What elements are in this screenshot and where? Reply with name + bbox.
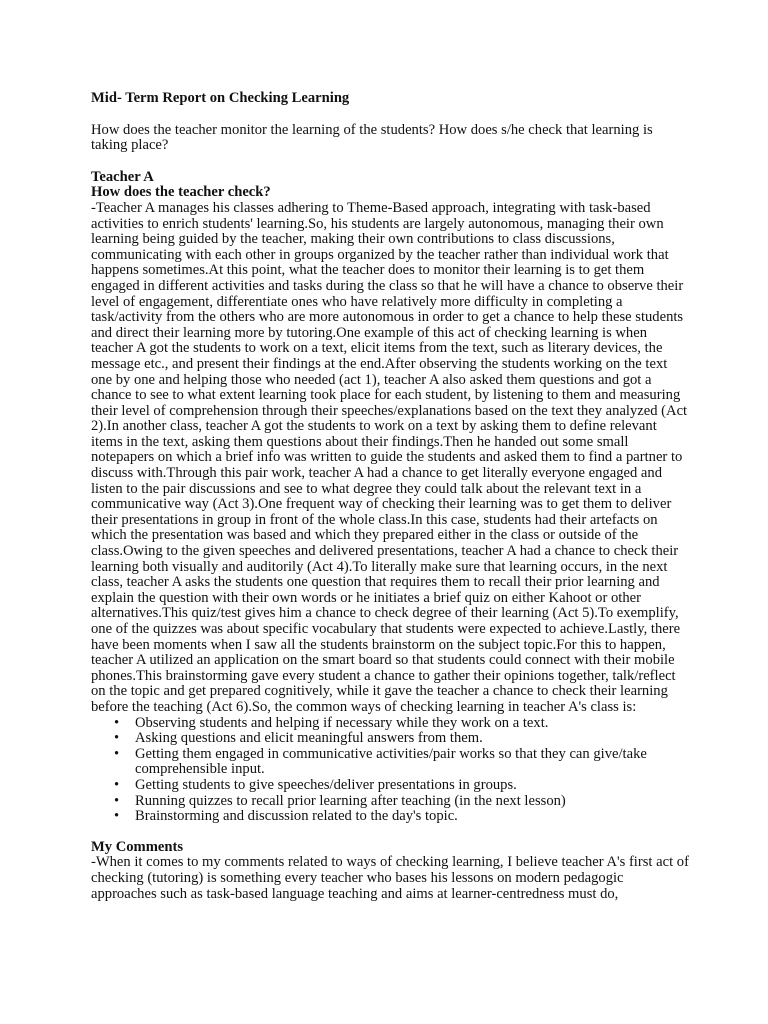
list-item-text: Brainstorming and discussion related to the day's topic.	[135, 808, 458, 825]
list-item-text: Running quizzes to recall prior learning after teaching (in the next lesson)	[135, 792, 566, 809]
list-item	[91, 747, 691, 778]
bullet-icon: •	[114, 745, 120, 762]
document-page	[91, 91, 691, 902]
bullet-icon: •	[114, 730, 120, 747]
list-item-text: Getting them engaged in communicative activities/pair works so that they can give/take comprehensible input.	[135, 745, 647, 778]
teacher-a-subheading: How does the teacher check?	[91, 184, 271, 201]
list-item	[91, 778, 691, 794]
list-item	[91, 731, 691, 747]
checking-methods-list	[91, 716, 691, 825]
document-title: Mid- Term Report on Checking Learning	[91, 90, 350, 106]
teacher-a-body: -Teacher A manages his classes adhering to Theme-Based approach, integrating with task-based activities to enrich students' learning.So, his students are largely autonomous, managing their own learning being guided by the teacher, making their own contributions to class discussions, communicating with each other in groups organized by the teacher rather than individual work that happens sometimes.At this point, what the teacher does to monitor their learning is to get them engaged in different activities and tasks during the class so that he will have a chance to observe their level of engagement, differentiate ones who have relatively more difficulty in completing a task/activity from the others who are more autonomous in order to get a chance to help these students and direct their learning more by tutoring.One example of this act of checking learning is when teacher A got the students to work on a text, elicit items from the text, such as literary devices, the message etc., and present their findings at the end.After observing the students working on the text one by one and helping those who needed (act 1), teacher A also asked them questions and got a chance to see to what extent learning took place for each student, by listening to them and measuring their level of comprehension through their speeches/explanations based on the text they analyzed (Act 2).In another class, teacher A got the students to work on a text by asking them to define relevant items in the text, asking them questions about their findings.Then he handed out some small notepapers on which a brief info was written to guide the students and asked them to find a partner to discuss with.Through this pair work, teacher A had a chance to get literally everyone engaged and listen to the pair discussions and see to what degree they could talk about the relevant text in a communicative way (Act 3).One frequent way of checking their learning was to get them to deliver their presentations in group in front of the whole class.In this case, students had their artefacts on which the presentation was based and which they prepared either in the class or outside of the class.Owing to the given speeches and delivered presentations, teacher A had a chance to check their learning both visually and auditorily (Act 4).To literally make sure that learning occurs, in the next class, teacher A asks the students one question that requires them to recall their prior learning and explain the question with their own words or he initiates a brief quiz on either Kahoot or other alternatives.This quiz/test gives him a chance to check degree of their learning (Act 5).To exemplify, one of the quizzes was about specific vocabulary that students were expected to achieve.Lastly, there have been moments when I saw all the students brainstorm on the subject topic.For this to happen, teacher A utilized an application on the smart board so that students could connect with their mobile phones.This brainstorming gave every student a chance to gather their opinions together, talk/reflect on the topic and get prepared cognitively, while it gave the teacher a chance to check their learning before the teaching (Act 6).So, the common ways of checking learning in teacher A's class is:	[91, 199, 688, 715]
comments-body: -When it comes to my comments related to ways of checking learning, I believe teacher A's first act of checking (tutoring) is something every teacher who bases his lessons on modern pedagogic approaches such as task-based language teaching and aims at learner-centredness must do,	[91, 854, 689, 902]
list-item	[91, 809, 691, 825]
teacher-a-heading: Teacher A	[91, 168, 154, 185]
list-item	[91, 716, 691, 732]
bullet-icon: •	[114, 776, 120, 793]
list-item-text: Asking questions and elicit meaningful answers from them.	[135, 730, 483, 747]
bullet-icon: •	[114, 792, 120, 809]
comments-heading: My Comments	[91, 838, 184, 855]
bullet-icon: •	[114, 808, 120, 825]
list-item-text: Observing students and helping if necessary while they work on a text.	[135, 714, 549, 731]
list-item-text: Getting students to give speeches/deliver presentations in groups.	[135, 776, 517, 793]
bullet-icon: •	[114, 714, 120, 731]
intro-question: How does the teacher monitor the learning of the students? How does s/he check that learning is taking place?	[91, 121, 653, 154]
list-item	[91, 794, 691, 810]
